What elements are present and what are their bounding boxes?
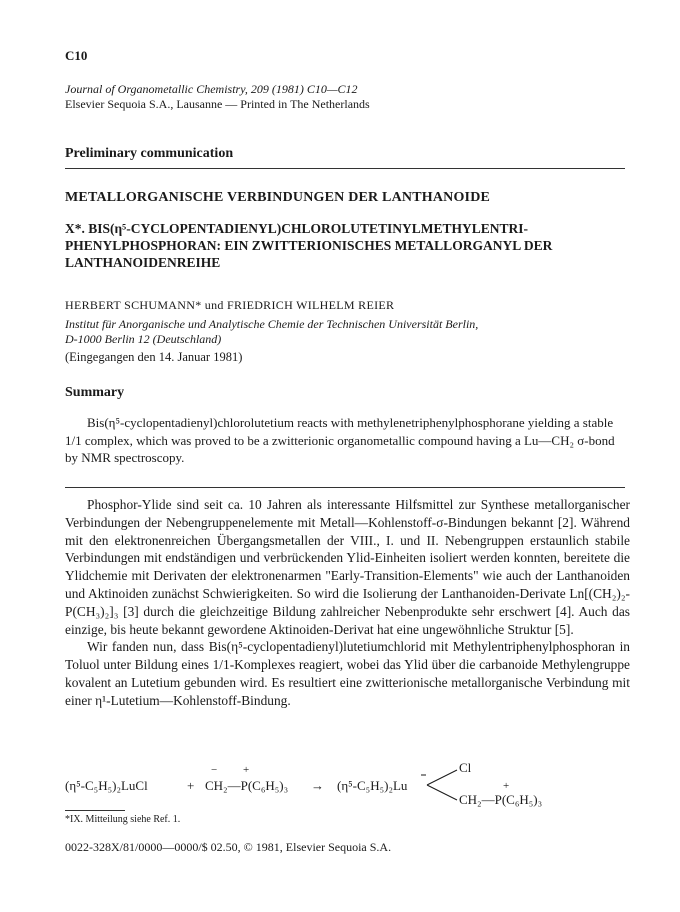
footnote-rule <box>65 810 125 811</box>
summary-paragraph: Bis(η⁵-cyclopentadienyl)chlorolutetium reacts with methylenetriphenylphosphorane yielding a stable 1/1 complex, which was proved to be a zwitterionic organometallic compound having a Lu—CH₂ σ-bond by NMR spectroscopy. <box>65 415 615 465</box>
reactant-ylide: CH₂—P(C₆H₅)₃ <box>205 778 289 793</box>
reaction-arrow: → <box>311 778 324 793</box>
product-ch2-p: CH₂—P(C₆H₅)₃ <box>459 792 543 807</box>
paper-title: METALLORGANISCHE VERBINDUNGEN DER LANTHANOIDE <box>65 190 491 205</box>
product-lu: (η⁵-C₅H₅)₂Lu <box>337 778 408 793</box>
ylide-plus-charge: + <box>243 764 250 776</box>
product-plus-charge: + <box>503 780 510 792</box>
copyright-footer: 0022-328X/81/0000—0000/$ 02.50, © 1981, Elsevier Sequoia S.A. <box>65 840 392 854</box>
body-paragraph-2: Wir fanden nun, dass Bis(η⁵-cyclopentadienyl)lutetiumchlorid mit Methylentriphenylphosphoran in Toluol unter Bildung eines 1/1-Komplexes reagiert, wobei das Ylid über die carbanoide Methylengruppe kovalent an Lutetium gebunden wird. Es resultiert eine zwitterionische metallorganische Verbindung mit einer η¹-Lutetium—Kohlenstoff-Bindung. <box>65 639 630 708</box>
section-rule <box>65 168 625 169</box>
author-list: HERBERT SCHUMANN* und FRIEDRICH WILHELM REIER <box>65 298 395 312</box>
publisher-line: Elsevier Sequoia S.A., Lausanne — Printed in The Netherlands <box>65 97 370 111</box>
received-date: (Eingegangen den 14. Januar 1981) <box>65 350 243 364</box>
product-cl: Cl <box>459 760 472 775</box>
journal-info <box>65 82 370 112</box>
journal-citation: Journal of Organometallic Chemistry, 209 (1981) C10—C12 <box>65 82 358 96</box>
footnote: *IX. Mitteilung siehe Ref. 1. <box>65 814 181 825</box>
section-label: Preliminary communication <box>65 146 234 161</box>
summary-heading: Summary <box>65 385 125 400</box>
affiliation <box>65 317 478 347</box>
plus-sign: + <box>187 778 195 793</box>
ylide-minus-charge: − <box>211 764 218 776</box>
affiliation-line-1: Institut für Anorganische und Analytische Chemie der Technischen Universität Berlin, <box>65 317 479 331</box>
body-paragraph-1: Phosphor-Ylide sind seit ca. 10 Jahren als interessante Hilfsmittel zur Synthese metallorganischer Verbindungen der Nebengruppenelemente mit Metall—Kohlenstoff-σ-Bindungen bekannt [2]. Während mit den elektronenreichen Übergangsmetallen der VIII., I. und II. Nebengruppen erstaunlich stabile Verbindungen mit endständigen und verbrückenden Ylid-Einheiten isoliert werden konnten, bereitete die Ylidchemie mit Derivaten der elektronenarmen "Early-Transition-Elements" wie auch der Lanthanoiden und Aktinoiden zunächst Schwierigkeiten. So wird die Isolierung der Lanthanoiden-Derivate Ln[(CH₂)₂-P(CH₃)₂]₃ [3] durch die gleichzeitige Bildung zahlreicher Nebenprodukte sehr erschwert [4]. Auch das einzige, bis heute bekannt gewordene Aktinoiden-Derivat hat eine ungewöhnliche Struktur [5]. <box>65 497 630 637</box>
page-number: C10 <box>65 48 88 63</box>
body-text <box>65 496 630 710</box>
reaction-scheme <box>65 760 625 808</box>
summary-text <box>65 414 625 467</box>
paper-subtitle: X*. BIS(η⁵-CYCLOPENTADIENYL)CHLOROLUTETINYLMETHYLENTRI-PHENYLPHOSPHORAN: EIN ZWITTERIONISCHES METALLORGANYL DER LANTHANOIDENREIHE <box>65 221 553 270</box>
reactant-lucl: (η⁵-C₅H₅)₂LuCl <box>65 778 148 793</box>
affiliation-line-2: D-1000 Berlin 12 (Deutschland) <box>65 332 222 346</box>
summary-rule <box>65 487 625 488</box>
